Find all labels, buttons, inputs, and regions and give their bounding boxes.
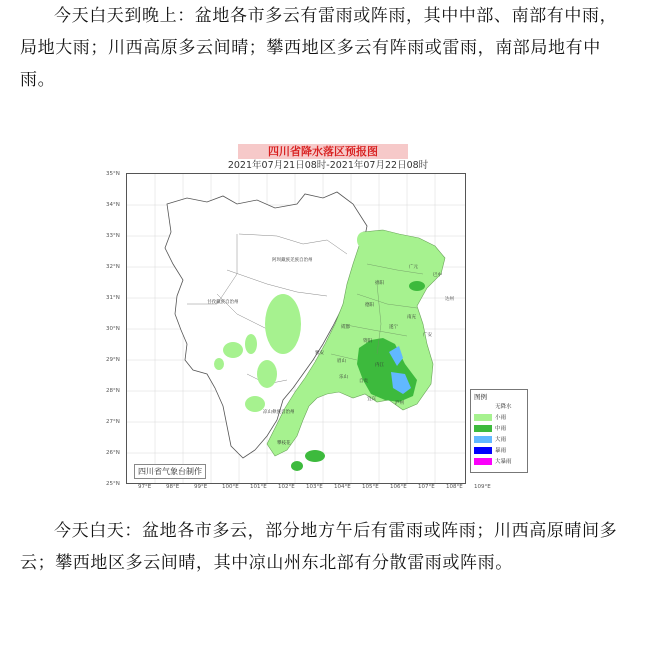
legend-item xyxy=(471,445,527,456)
region-label-chengdu: 成都 xyxy=(341,325,350,330)
legend-label: 大雨 xyxy=(495,437,507,443)
map-credit: 四川省气象台制作 xyxy=(134,464,206,479)
sichuan-map-svg xyxy=(127,174,465,483)
longitude-tick-label: 107°E xyxy=(418,484,435,490)
region-label-dazhou: 达州 xyxy=(445,297,454,302)
legend-item xyxy=(471,412,527,423)
legend-swatch xyxy=(474,458,492,465)
legend-label: 大暴雨 xyxy=(495,459,512,465)
longitude-tick-label: 100°E xyxy=(222,484,239,490)
region-label-suining: 遂宁 xyxy=(389,325,398,330)
paragraph-forecast-day: 今天白天：盆地各市多云，部分地方午后有雷雨或阵雨；川西高原晴间多云；攀西地区多云间晴，其中凉山州东北部有分散雷雨或阵雨。 xyxy=(20,521,618,573)
region-label-neijiang: 内江 xyxy=(375,363,384,368)
precipitation-forecast-map xyxy=(106,143,530,495)
latitude-tick-label: 30°N xyxy=(106,326,120,332)
region-label-aba: 阿坝藏族羌族自治州 xyxy=(272,258,313,263)
map-frame xyxy=(126,173,466,484)
latitude-tick-label: 35°N xyxy=(106,171,120,177)
longitude-tick-label: 98°E xyxy=(166,484,180,490)
legend-item xyxy=(471,456,527,467)
legend-label: 小雨 xyxy=(495,415,507,421)
latitude-tick-label: 31°N xyxy=(106,295,120,301)
region-label-leshan: 乐山 xyxy=(339,375,348,380)
legend-swatch xyxy=(474,425,492,432)
map-legend xyxy=(470,389,528,473)
latitude-tick-label: 32°N xyxy=(106,264,120,270)
longitude-tick-label: 109°E xyxy=(474,484,491,490)
latitude-tick-label: 25°N xyxy=(106,481,120,487)
region-label-nanchong: 南充 xyxy=(407,315,416,320)
legend-item xyxy=(471,401,527,412)
longitude-tick-label: 108°E xyxy=(446,484,463,490)
legend-label: 中雨 xyxy=(495,426,507,432)
legend-swatch xyxy=(474,447,492,454)
latitude-tick-label: 33°N xyxy=(106,233,120,239)
map-title: 四川省降水落区预报图 xyxy=(238,144,408,159)
region-label-zigong: 自贡 xyxy=(359,379,368,384)
longitude-tick-label: 104°E xyxy=(334,484,351,490)
region-label-ganzi: 甘孜藏族自治州 xyxy=(207,300,239,305)
region-label-meishan: 眉山 xyxy=(337,359,346,364)
latitude-tick-label: 34°N xyxy=(106,202,120,208)
longitude-tick-label: 106°E xyxy=(390,484,407,490)
longitude-tick-label: 103°E xyxy=(306,484,323,490)
legend-title: 图例 xyxy=(474,393,487,401)
map-subtitle: 2021年07月21日08时-2021年07月22日08时 xyxy=(227,160,429,171)
latitude-tick-label: 26°N xyxy=(106,450,120,456)
region-label-liangshan: 凉山彝族自治州 xyxy=(263,410,295,415)
longitude-tick-label: 101°E xyxy=(250,484,267,490)
latitude-tick-label: 27°N xyxy=(106,419,120,425)
region-label-ziyang: 资阳 xyxy=(363,339,372,344)
region-label-guangan: 广安 xyxy=(423,333,432,338)
legend-label: 暴雨 xyxy=(495,448,507,454)
legend-label: 无降水 xyxy=(495,404,512,410)
region-label-yaan: 雅安 xyxy=(315,351,324,356)
legend-item xyxy=(471,423,527,434)
region-label-deyang: 德阳 xyxy=(365,303,374,308)
region-label-mianyang: 绵阳 xyxy=(375,281,384,286)
longitude-tick-label: 105°E xyxy=(362,484,379,490)
legend-item xyxy=(471,434,527,445)
legend-swatch xyxy=(474,436,492,443)
legend-swatch xyxy=(474,403,492,410)
region-label-panzhihua: 攀枝花 xyxy=(277,441,291,446)
longitude-tick-label: 99°E xyxy=(194,484,208,490)
latitude-tick-label: 29°N xyxy=(106,357,120,363)
region-label-luzhou: 泸州 xyxy=(395,401,404,406)
longitude-tick-label: 102°E xyxy=(278,484,295,490)
longitude-tick-label: 97°E xyxy=(138,484,152,490)
legend-swatch xyxy=(474,414,492,421)
region-label-yibin: 宜宾 xyxy=(367,397,376,402)
region-label-guangyuan: 广元 xyxy=(409,265,418,270)
paragraph-forecast-day-night: 今天白天到晚上：盆地各市多云有雷雨或阵雨，其中中部、南部有中雨，局地大雨；川西高原多云间晴；攀西地区多云有阵雨或雷雨，南部局地有中雨。 xyxy=(20,6,618,90)
latitude-tick-label: 28°N xyxy=(106,388,120,394)
region-label-bazhong: 巴中 xyxy=(433,273,442,278)
